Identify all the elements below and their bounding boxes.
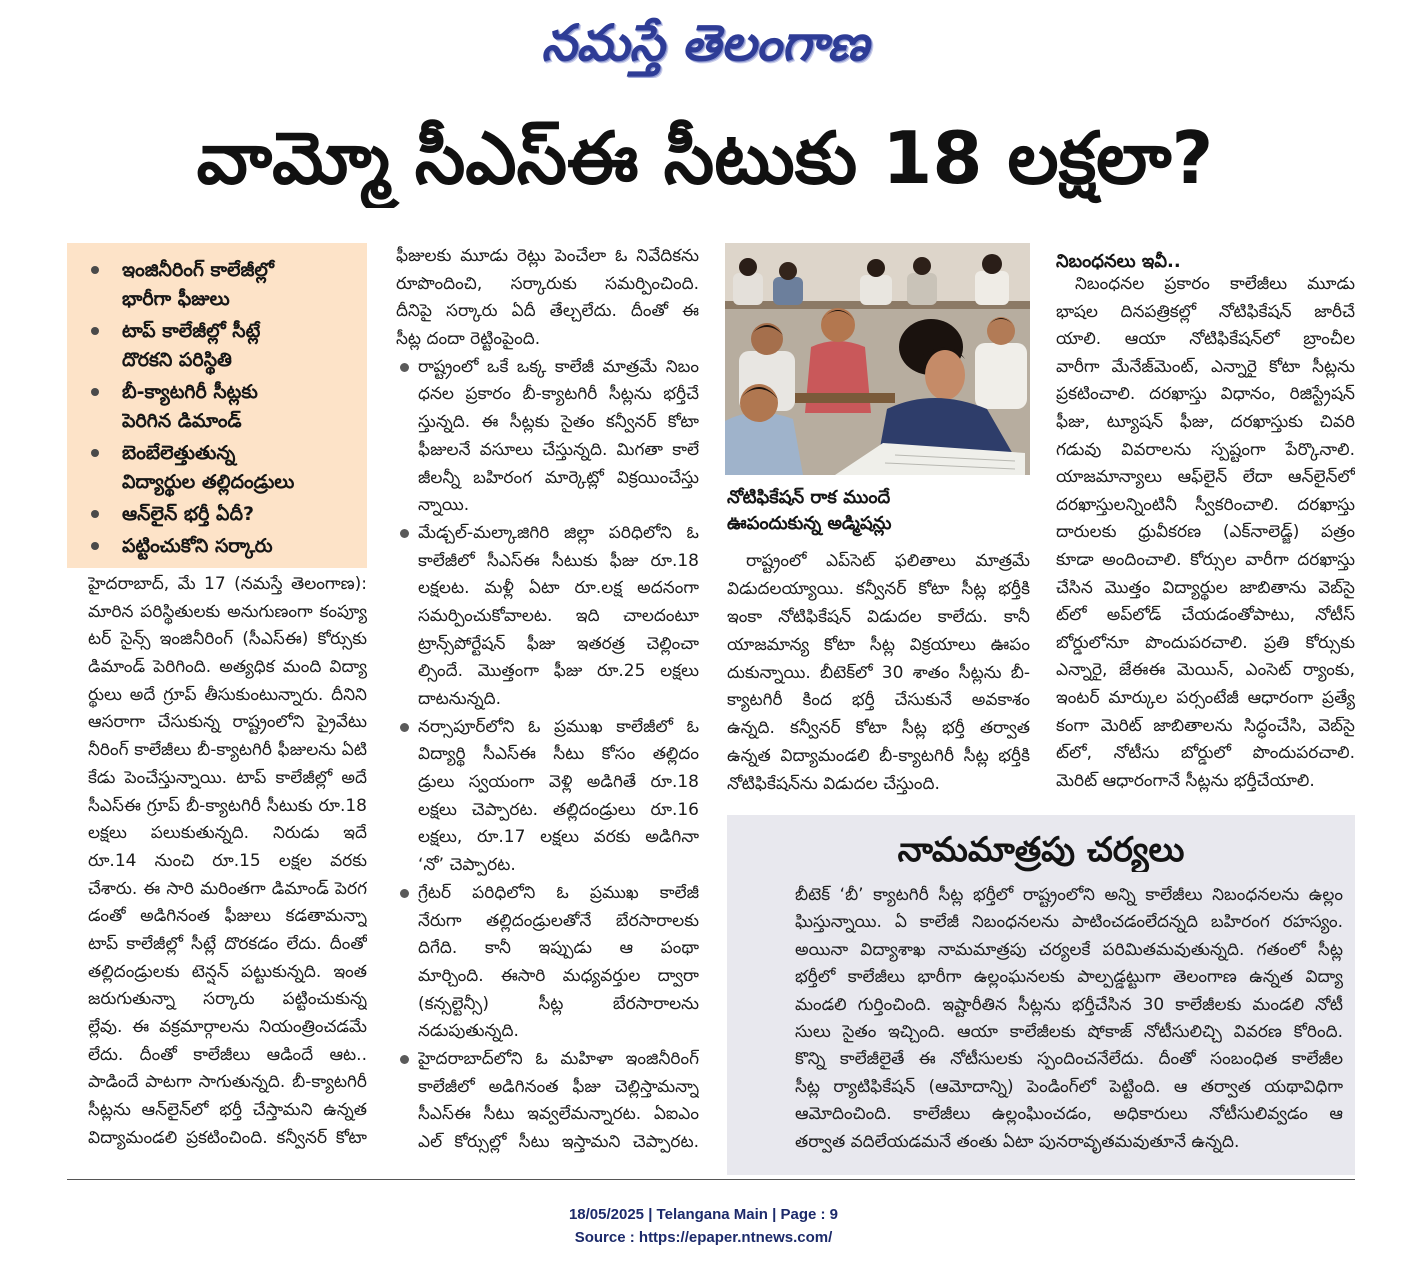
caption-line: ఊపందుకున్న అడ్మిషన్లు bbox=[727, 513, 892, 534]
highlight-text bbox=[122, 317, 367, 375]
text-line: ఫీజు, ట్యూషన్ ఫీజు, దరఖాస్తుకు చివరి bbox=[1056, 411, 1355, 432]
highlight-text bbox=[122, 256, 367, 314]
text-line: డంతో అడిగినంత ఫీజులు కడతామన్నా bbox=[88, 906, 367, 927]
text-line: భాషల దినపత్రికల్లో నోటిఫికేషన్ జారీచే bbox=[1056, 301, 1355, 322]
edition-info: 18/05/2025 | Telangana Main | Page : 9 bbox=[568, 1206, 839, 1223]
text-line: నేరుగా తల్లిదండ్రులతోనే బేరసారాలకు bbox=[418, 910, 699, 931]
bullet-icon bbox=[400, 363, 409, 372]
text-line: సీట్ల ర్యాటిఫికేషన్ (ఆమోదాన్ని) పెండింగ్‌లో పెట్టింది. ఆ తర్వాత యథావిధిగా bbox=[795, 1076, 1343, 1097]
text-line: చేసిన మొత్తం విద్యార్థుల జాబితాను వెబ్‌సై bbox=[1056, 577, 1355, 598]
text-line: దుకున్నాయి. బీటెక్‌లో 30 శాతం సీట్లను బీ- bbox=[727, 662, 1030, 683]
text-line: విద్యార్థి సీఎస్ఈ సీటు కోసం తల్లిదం bbox=[418, 744, 699, 765]
highlight-item bbox=[67, 439, 367, 497]
bullet-icon bbox=[91, 266, 99, 274]
text-line: రూపొందించి, సర్కారుకు సమర్పించింది. bbox=[396, 273, 699, 294]
text-line: ఎన్నారై, జేఈఈ మెయిన్, ఎంసెట్ ర్యాంకు, bbox=[1056, 660, 1355, 681]
highlight-item bbox=[67, 500, 367, 529]
text-line: బోర్డులోనూ పొందుపరచాలి. ప్రతి కోర్సుకు bbox=[1056, 632, 1355, 653]
highlight-item bbox=[67, 317, 367, 375]
bullet-icon bbox=[400, 1055, 409, 1064]
text-line: జరుగుతున్నా సర్కారు పట్టించుకున్న bbox=[88, 989, 367, 1010]
bullet-paragraph bbox=[396, 1046, 699, 1157]
text-line: ల్లేవు. ఈ వక్రమార్గాలను నియంత్రించడమే bbox=[88, 1017, 367, 1037]
text-line: యాలి. ఆయా నోటిఫికేషన్‌లో బ్రాంచీల bbox=[1056, 329, 1355, 350]
article-column-2 bbox=[396, 243, 699, 1157]
highlight-item bbox=[67, 378, 367, 436]
highlight-line: పట్టించుకోని సర్కారు bbox=[122, 535, 273, 557]
article-column-3 bbox=[727, 548, 1030, 799]
text-line: ఆసరాగా చేసుకున్న రాష్ట్రంలోని ప్రైవేటు bbox=[88, 712, 367, 733]
text-line: రాష్ట్రంలో ఒకే ఒక్క కాలేజీ మాత్రమే నిబం bbox=[418, 356, 699, 377]
text-line: ఎల్ కోర్సుల్లో సీటు ఇస్తామని చెప్పారట. bbox=[418, 1132, 699, 1152]
text-line: ఉన్నది. కన్వీనర్ కోటా సీట్ల భర్తీ తర్వాత bbox=[727, 718, 1030, 739]
text-line: ట్‌లో, నోటీసు బోర్డులో పొందుపరచాలి. bbox=[1056, 743, 1355, 764]
text-line: యాజమాన్యాలు ఆఫ్‌లైన్ లేదా ఆన్‌లైన్‌లో bbox=[1056, 467, 1355, 488]
text-line: గ్రేటర్ పరిధిలోని ఓ ప్రముఖ కాలేజీ bbox=[418, 882, 699, 903]
footer-divider bbox=[67, 1179, 1355, 1180]
text-line: క్యాటగిరీ కింద భర్తీ చేసుకునే అవకాశం bbox=[727, 690, 1030, 711]
bullet-icon bbox=[91, 388, 99, 396]
text-line: యాజమాన్య కోటా సీట్ల విక్రయాలు ఊపం bbox=[727, 634, 1030, 655]
text-line: ధనల ప్రకారం బీ-క్యాటగిరీ సీట్లను భర్తీచే bbox=[418, 384, 699, 405]
bullet-icon bbox=[91, 449, 99, 457]
text-line: మేడ్చల్-మల్కాజిగిరి జిల్లా పరిధిలోని ఓ bbox=[418, 522, 699, 543]
bullet-paragraph bbox=[396, 520, 699, 714]
text-line: ఉన్నత విద్యామండలి బీ-క్యాటగిరీ సీట్ల భర్తీకి bbox=[727, 746, 1030, 767]
text-line: సీఎస్ఈ సీటు ఇవ్వలేమన్నారట. ఏఐఎం bbox=[418, 1104, 699, 1125]
text-line: కూడా అందించాలి. కోర్సుల వారీగా దరఖాస్తు bbox=[1056, 549, 1355, 570]
text-line: గడువు వివరాలను స్పష్టంగా పేర్కొనాలి. bbox=[1056, 439, 1355, 460]
text-line: తల్లిదండ్రులకు టెన్షన్ పట్టుకున్నది. ఇంత bbox=[88, 961, 367, 982]
text-line: రూ.14 నుంచి రూ.15 లక్షల వరకు bbox=[88, 850, 367, 871]
text-line: సీట్లను ఆన్‌లైన్‌లో భర్తీ చేస్తామని ఉన్నత bbox=[88, 1100, 367, 1121]
text-line: దాటనున్నది. bbox=[418, 689, 502, 709]
text-line: న్నాయి. bbox=[418, 495, 470, 516]
text-line: మెరిట్ ఆధారంగానే సీట్లను భర్తీచేయాలి. bbox=[1056, 770, 1315, 791]
text-line: లక్షలు, రూ.17 లక్షలు వరకు అడిగినా bbox=[418, 827, 699, 848]
text-line: నీరింగ్ కాలేజీలు బీ-క్యాటగిరీ ఫీజులను ఏటి bbox=[88, 740, 367, 761]
bullet-icon bbox=[91, 542, 99, 550]
highlight-line: పెరిగిన డిమాండ్ bbox=[122, 410, 242, 432]
text-line: పాడిందే పాటగా సాగుతున్నది. బీ-క్యాటగిరీ bbox=[88, 1072, 367, 1093]
text-line: ఘిస్తున్నాయి. ఏ కాలేజీ నిబంధనలను పాటించడంలేదన్నది బహిరంగ రహస్యం. bbox=[795, 912, 1343, 933]
text-line: ట్రాన్స్‌పోర్టేషన్ ఫీజు ఇతరత్ర చెల్లించా bbox=[418, 633, 699, 654]
text-line: కేడు పెంచేస్తున్నాయి. టాప్ కాలేజీల్లో అదే bbox=[88, 767, 367, 788]
bullet-text bbox=[418, 1046, 699, 1157]
photo-caption bbox=[727, 485, 1030, 537]
text-line: మార్చింది. ఈసారి మధ్యవర్తుల ద్వారా bbox=[418, 965, 699, 986]
text-line: లక్షలట. మళ్లీ ఏటా రూ.లక్ష అదనంగా bbox=[418, 578, 699, 599]
bullet-icon bbox=[91, 510, 99, 518]
text-line: జీలన్నీ బహిరంగ మార్కెట్లో విక్రయించేస్తు bbox=[418, 467, 699, 488]
text-line: ర్థులు అదే గ్రూప్ తీసుకుంటున్నారు. దీనిని bbox=[88, 684, 367, 705]
text-line: నోటిఫికేషన్‌ను విడుదల చేస్తుంది. bbox=[727, 774, 940, 795]
bullet-icon bbox=[400, 529, 409, 538]
highlight-text bbox=[122, 378, 367, 436]
bullet-icon bbox=[91, 327, 99, 335]
students-writing-exam-image bbox=[725, 243, 1030, 475]
text-line: కంగా మెరిట్ జాబితాలను సిద్ధంచేసి, వెబ్‌సై bbox=[1056, 715, 1355, 736]
text-line: లక్షలు పలుకుతున్నది. నిరుడు ఇదే bbox=[88, 823, 367, 844]
rules-subheading: నిబంధనలు ఇవీ.. bbox=[1056, 251, 1181, 272]
source-url: Source : https://epaper.ntnews.com/ bbox=[574, 1229, 833, 1246]
lead-article-column bbox=[88, 571, 367, 1152]
highlight-line: ఆన్‌లైన్ భర్తీ ఏదీ? bbox=[122, 503, 255, 525]
highlight-text bbox=[122, 500, 367, 529]
text-line: ఆమోదించింది. కాలేజీలు ఉల్లంఘించడం, అధికారులు నోటీసులివ్వడం ఆ bbox=[795, 1104, 1343, 1125]
bullet-icon bbox=[400, 723, 409, 732]
paragraph bbox=[396, 243, 699, 354]
text-line: ఫీజులకు మూడు రెట్లు పెంచేలా ఓ నివేదికను bbox=[396, 246, 699, 266]
bullet-paragraph bbox=[396, 880, 699, 1046]
highlight-item bbox=[67, 256, 367, 314]
text-line: భర్తీలో కాలేజీలు భారీగా ఉల్లంఘనలకు పాల్పడ్డట్టుగా తెలంగాణ ఉన్నత విద్యా bbox=[795, 967, 1343, 988]
bullet-text bbox=[418, 880, 699, 1046]
exam-hall-photo bbox=[725, 243, 1030, 475]
text-line: అయినా విద్యాశాఖ నామమాత్రపు చర్యలకే పరిమితమవుతున్నది. గతంలో సీట్ల bbox=[795, 939, 1343, 960]
masthead-logo: నమస్తే తెలంగాణ bbox=[541, 14, 869, 72]
highlight-line: భారీగా ఫీజులు bbox=[122, 288, 230, 310]
bullet-paragraph bbox=[396, 354, 699, 520]
bullet-text bbox=[418, 714, 699, 880]
bullet-paragraph bbox=[396, 714, 699, 880]
highlight-item bbox=[67, 532, 367, 561]
text-line: కాలేజీలో సీఎస్ఈ సీటుకు ఫీజు రూ.18 bbox=[418, 550, 699, 571]
text-line: నిబంధనల ప్రకారం కాలేజీలు మూడు bbox=[1075, 274, 1355, 294]
text-line: టాప్ కాలేజీల్లో సీట్లే దొరకడం లేదు. దీంతో bbox=[88, 933, 367, 954]
highlight-line: బెంబేలెత్తుతున్న bbox=[122, 442, 236, 464]
text-line: కొన్ని కాలేజీలైతే ఈ నోటీసులకు స్పందించనేలేదు. దీంతో సంబంధిత కాలేజీల bbox=[795, 1049, 1343, 1070]
text-line: బీటెక్ ‘బీ’ క్యాటగిరీ సీట్ల భర్తీలో రాష్ట్రంలోని అన్ని కాలేజీలు నిబంధనలను ఉల్లం bbox=[795, 885, 1343, 905]
text-line: ‘నో’ చెప్పారట. bbox=[418, 855, 516, 876]
highlights-box bbox=[67, 243, 367, 568]
text-line: సీఎస్ఈ గ్రూప్ బీ-క్యాటగిరీ సీటుకు రూ.18 bbox=[88, 795, 367, 816]
sidebar-box-text bbox=[795, 882, 1343, 1156]
text-line: రాష్ట్రంలో ఎప్‌సెట్ ఫలితాలు మాత్రమే bbox=[746, 551, 1030, 571]
bullet-text bbox=[418, 520, 699, 714]
highlight-text bbox=[122, 532, 367, 561]
text-line: మారిన పరిస్థితులకు అనుగుణంగా కంప్యూ bbox=[88, 601, 367, 622]
text-line: లేదు. దీంతో కాలేజీలు ఆడిందే ఆట.. bbox=[88, 1044, 367, 1065]
text-line: మండలి గుర్తించింది. ఇష్టారీతిన సీట్లను భర్తీచేసిన 30 కాలేజీలకు మండలి నోటీ bbox=[795, 994, 1343, 1015]
text-line: కాలేజీలో అడిగినంత ఫీజు చెల్లిస్తామన్నా bbox=[418, 1076, 699, 1097]
text-line: (కన్సల్టెన్సీ) సీట్ల బేరసారాలను bbox=[418, 993, 699, 1014]
text-line: లక్షలు చెప్పారట. తల్లిదండ్రులు రూ.16 bbox=[418, 799, 699, 820]
text-line: ఇంటర్ మార్కుల పర్సంటేజీ ఆధారంగా ప్రత్యే bbox=[1056, 687, 1355, 708]
highlight-line: బీ-క్యాటగిరీ సీట్లకు bbox=[122, 381, 258, 403]
text-line: ల్సిందే. మొత్తంగా ఫీజు రూ.25 లక్షలు bbox=[418, 661, 699, 682]
highlight-line: దొరకని పరిస్థితి bbox=[122, 349, 232, 371]
text-line: టర్ సైన్స్ ఇంజినీరింగ్ (సీఎస్ఈ) కోర్సుకు bbox=[88, 629, 367, 650]
text-line: దిగేది. కానీ ఇప్పుడు ఆ పంథా bbox=[418, 938, 699, 959]
text-line: వారీగా మేనేజ్‌మెంట్, ఎన్నారై కోటా సీట్లను bbox=[1056, 356, 1355, 377]
caption-line: నోటిఫికేషన్ రాక ముందే bbox=[727, 487, 891, 508]
text-line: చేశారు. ఈ సారి మరింతగా డిమాండ్ పెరగ bbox=[88, 878, 367, 899]
highlight-text bbox=[122, 439, 367, 497]
text-line: ఇంకా నోటిఫికేషన్ విడుదల కాలేదు. కానీ bbox=[727, 606, 1030, 627]
text-line: తర్వాత వదిలేయడమనే తంతు ఏటా పునరావృతమవుతూనే ఉన్నది. bbox=[795, 1131, 1240, 1152]
highlight-line: ఇంజినీరింగ్ కాలేజీల్లో bbox=[122, 259, 274, 281]
text-line: స్తున్నది. ఈ సీట్లకు సైతం కన్వీనర్ కోటా bbox=[418, 412, 699, 433]
text-line: దీనిపై సర్కారు ఏదీ తేల్చలేదు. దీంతో ఈ bbox=[396, 301, 699, 322]
text-line: హైదరాబాద్, మే 17 (నమస్తే తెలంగాణ): bbox=[88, 574, 367, 594]
text-line: దరఖాస్తులన్నింటినీ స్వీకరించాలి. దరఖాస్తు bbox=[1056, 494, 1355, 515]
sidebar-box-heading: నామమాత్రపు చర్యలు bbox=[897, 830, 1185, 870]
text-line: సులు సైతం ఇచ్చింది. ఆయా కాలేజీలకు షోకాజ్ నోటీసులిచ్చి వివరణ కోరింది. bbox=[795, 1021, 1343, 1042]
text-line: నర్సాపూర్‌లోని ఓ ప్రముఖ కాలేజీలో ఓ bbox=[418, 716, 699, 737]
bullet-text bbox=[418, 354, 699, 520]
text-line: విడుదలయ్యాయి. కన్వీనర్ కోటా సీట్ల భర్తీకి bbox=[727, 578, 1030, 599]
text-line: సమర్పించుకోవాలట. ఇది చాలదంటూ bbox=[418, 605, 699, 626]
text-line: డ్రులు స్వయంగా వెళ్లి అడిగితే రూ.18 bbox=[418, 772, 699, 793]
text-line: హైదరాబాద్‌లోని ఓ మహిళా ఇంజినీరింగ్ bbox=[418, 1048, 699, 1069]
text-line: విద్యామండలి ప్రకటించింది. కన్వీనర్ కోటా bbox=[88, 1127, 367, 1148]
text-line: నడుపుతున్నది. bbox=[418, 1021, 519, 1042]
headline: వామ్మో సీఎస్ఈ సీటుకు 18 లక్షలా? bbox=[196, 116, 1214, 200]
text-line: ప్రకటించాలి. దరఖాస్తు విధానం, రిజిస్ట్రేషన్ bbox=[1056, 384, 1355, 405]
bullet-icon bbox=[400, 889, 409, 898]
rules-column bbox=[1056, 271, 1355, 795]
highlight-line: టాప్ కాలేజీల్లో సీట్లే bbox=[122, 320, 261, 342]
text-line: దారులకు ధ్రువీకరణ (ఎక్‌నాలెడ్జ్) పత్రం bbox=[1056, 522, 1355, 543]
text-line: ట్‌లో అప్‌లోడ్ చేయడంతోపాటు, నోటీస్ bbox=[1056, 605, 1355, 626]
text-line: డిమాండ్ పెరిగింది. అత్యధిక మంది విద్యా bbox=[88, 657, 367, 678]
text-line: ఫీజులనే వసూలు చేస్తున్నది. మిగతా కాలే bbox=[418, 439, 699, 460]
text-line: సీట్ల దందా రెట్టింపైంది. bbox=[396, 329, 541, 350]
highlight-line: విద్యార్థుల తల్లిదండ్రులు bbox=[122, 471, 295, 493]
